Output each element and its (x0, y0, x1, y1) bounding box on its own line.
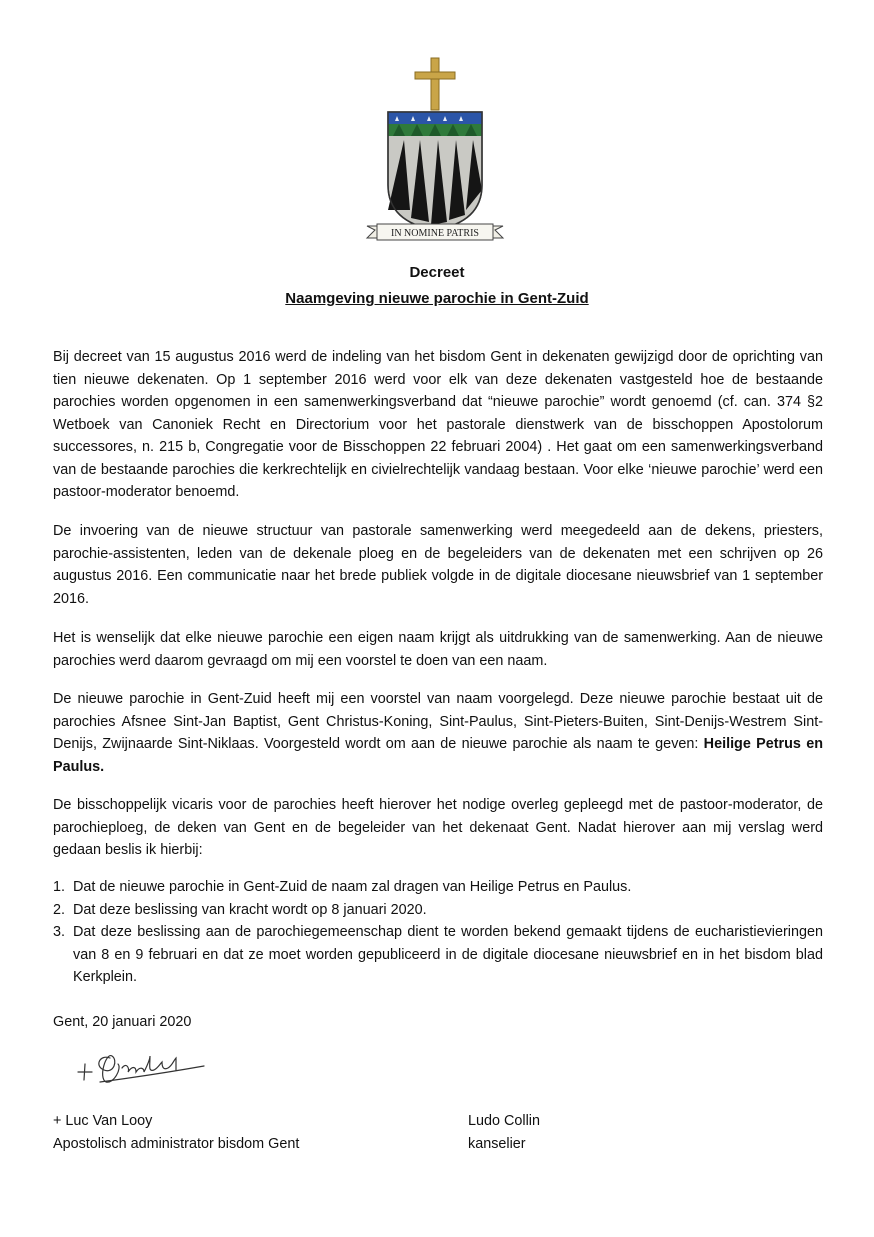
paragraph-3: Het is wenselijk dat elke nieuwe parochie een eigen naam krijgt als uitdrukking van de samenwerking. Aan de nieuwe parochies werd daarom gevraagd om mij een voorstel te doen van een naam. (53, 630, 823, 669)
paragraph-2: De invoering van de nieuwe structuur van pastorale samenwerking werd meegedeeld aan de dekens, priesters, parochie-assistenten, leden van de dekenale ploeg en de begeleiders van de dekenaten met een schrijven op 26 augustus 2016. Een communicatie naar het brede publiek volgde in de digitale diocesane nieuwsbrief van 1 september 2016. (53, 523, 823, 607)
handwritten-signature (70, 1038, 210, 1088)
signatory-right (468, 1110, 540, 1155)
decision-number: 3. (53, 924, 66, 940)
decision-item (53, 921, 823, 989)
decision-list (53, 876, 823, 989)
decision-text: Dat deze beslissing van kracht wordt op 8 januari 2020. (73, 901, 427, 918)
signatory-name: + Luc Van Looy (53, 1113, 153, 1129)
coat-of-arms-logo (355, 50, 515, 255)
proposed-name: Heilige Petrus en Paulus. (53, 736, 823, 775)
paragraph-4-text: De nieuwe parochie in Gent-Zuid heeft mij een voorstel van naam voorgelegd. Deze nieuwe parochie bestaat uit de parochies Afsnee Sint-Jan Baptist, Gent Christus-Koning, Sint-Paulus, Sint-Pieters-Buiten, Sint-Denijs-Westrem Sint-Denijs, Zwijnaarde Sint-Niklaas. Voorgesteld wordt om aan de nieuwe parochie als naam te geven: (53, 691, 823, 752)
decision-number: 1. (53, 879, 66, 895)
decision-text: Dat deze beslissing aan de parochiegemeenschap dient te worden bekend gemaakt tijdens de eucharistievieringen van 8 en 9 februari en dat ze moet worden gepubliceerd in de digitale diocesane nieuwsbrief en in het bisdom blad Kerkplein. (73, 924, 823, 985)
document-subtitle: Naamgeving nieuwe parochie in Gent-Zuid (285, 290, 589, 307)
decision-text: Dat de nieuwe parochie in Gent-Zuid de naam zal dragen van Heilige Petrus en Paulus. (73, 879, 632, 895)
signatory-role: Apostolisch administrator bisdom Gent (53, 1135, 300, 1152)
svg-text:IN NOMINE PATRIS: IN NOMINE PATRIS (391, 228, 479, 239)
document-title: Decreet (409, 264, 465, 281)
paragraph-4 (53, 688, 823, 778)
decision-number: 2. (53, 901, 66, 918)
place-date: Gent, 20 januari 2020 (53, 1014, 192, 1030)
decision-item (53, 876, 823, 899)
paragraph-1: Bij decreet van 15 augustus 2016 werd de indeling van het bisdom Gent in dekenaten gewijzigd door de oprichting van tien nieuwe dekenaten. Op 1 september 2016 werd voor elk van deze dekenaten vastgesteld hoe de bestaande parochies worden opgenomen in een samenwerkingsverband dat “nieuwe parochie” wordt genoemd (cf. can. 374 §2 Wetboek van Canoniek Recht en Directorium voor het pastorale dienstwerk van de bisschoppen Apostolorum successores, n. 215 b, Congregatie voor de Bisschoppen 22 februari 2004) . Het gaat om een samenwerkingsverband van de bestaande parochies die kerkrechtelijk en civielrechtelijk vandaag bestaan. Voor elke ‘nieuwe parochie’ werd een pastoor-moderator benoemd. (53, 349, 823, 500)
paragraph-5: De bisschoppelijk vicaris voor de parochies heeft hierover het nodige overleg gepleegd met de pastoor-moderator, de parochieploeg, de deken van Gent en de begeleider van het dekenaat Gent. Nadat hierover aan mij verslag werd gedaan beslis ik hierbij: (53, 797, 823, 858)
decision-item (53, 899, 823, 922)
signatory-name: Ludo Collin (468, 1113, 541, 1129)
signatory-left (53, 1110, 299, 1155)
signatory-role: kanselier (468, 1135, 526, 1152)
